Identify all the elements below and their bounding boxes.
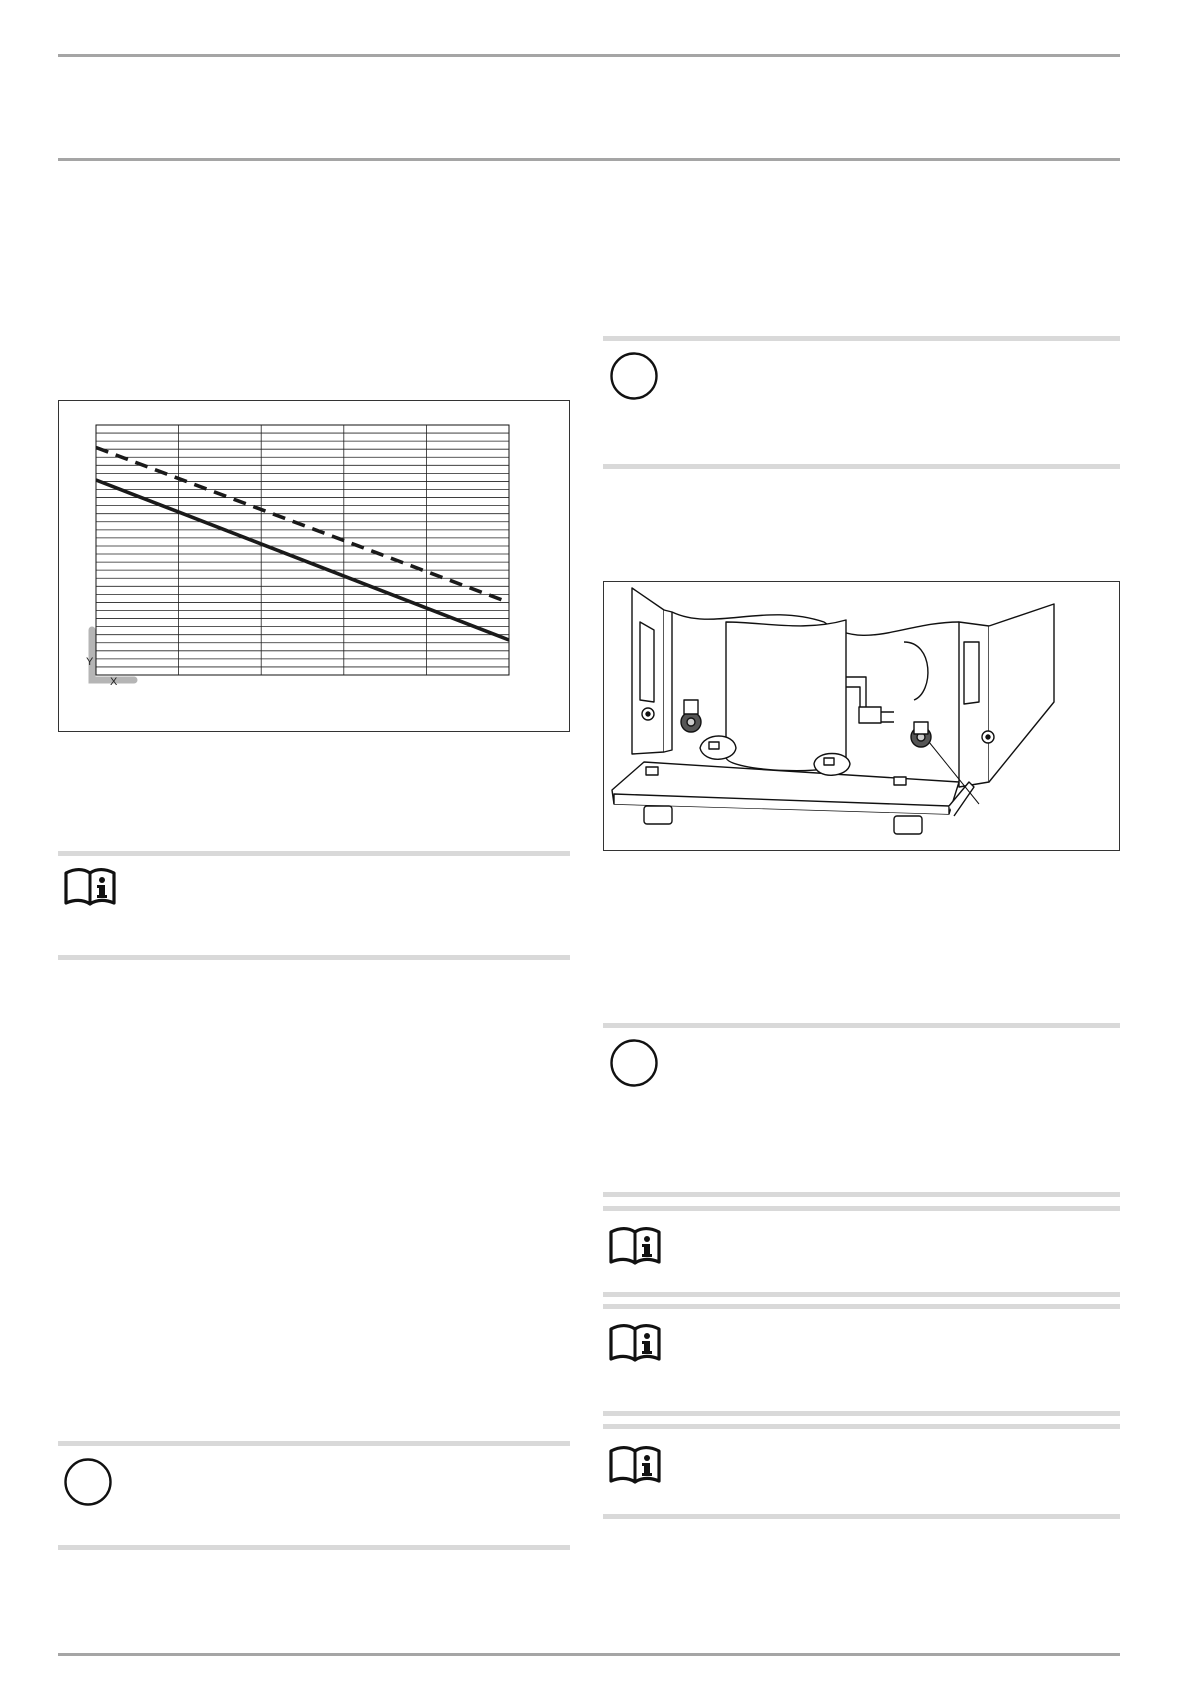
header-rule-bottom: [58, 158, 1120, 161]
note-bar-bottom: [603, 464, 1120, 469]
note-bar-bottom: [58, 1545, 570, 1550]
circle-symbol-icon: [609, 351, 659, 401]
compressor-illustration: [603, 581, 1120, 851]
note-bar-top: [58, 851, 570, 856]
manual-info-icon: [607, 1445, 663, 1485]
y-axis-label: Y: [86, 656, 94, 668]
manual-info-icon: [607, 1323, 663, 1363]
footer-rule: [58, 1653, 1120, 1656]
header-rule-top: [58, 54, 1120, 57]
line-chart: [59, 401, 571, 733]
compressor-drawing: [604, 582, 1119, 850]
plot-frame: [96, 425, 509, 675]
note-bar-bottom: [603, 1292, 1120, 1297]
manual-info-icon: [62, 867, 118, 907]
circle-symbol-icon: [609, 1038, 659, 1088]
note-bar-top: [603, 1304, 1120, 1309]
x-axis-label: X: [110, 676, 118, 688]
note-bar-top: [603, 1023, 1120, 1028]
chart-figure: [58, 400, 570, 732]
note-bar-bottom: [603, 1514, 1120, 1519]
note-bar-bottom: [603, 1192, 1120, 1197]
note-bar-top: [58, 1441, 570, 1446]
note-bar-top: [603, 336, 1120, 341]
note-bar-top: [603, 1424, 1120, 1429]
note-bar-top: [603, 1206, 1120, 1211]
note-bar-bottom: [58, 955, 570, 960]
note-bar-bottom: [603, 1411, 1120, 1416]
manual-info-icon: [607, 1226, 663, 1266]
circle-symbol-icon: [63, 1457, 113, 1507]
